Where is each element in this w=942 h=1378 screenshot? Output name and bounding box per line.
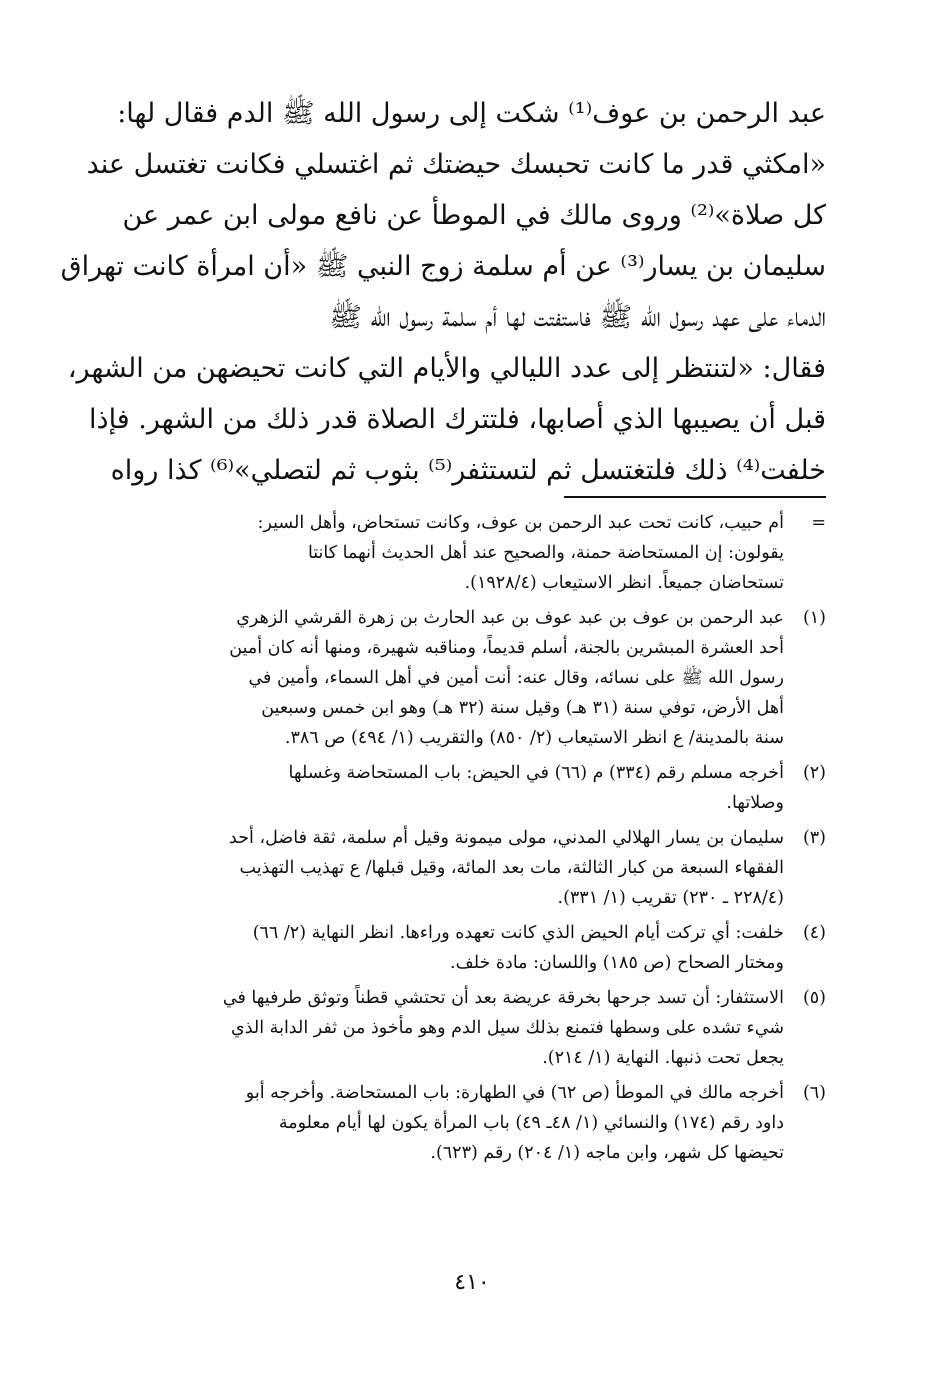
main-text-line: الدماء على عهد رسول الله ﷺ فاستفتت لها أم سلمة رسول الله ﷺ	[329, 302, 826, 333]
footnote-separator	[564, 496, 826, 498]
footnote-line: عبد الرحمن بن عوف بن عبد عوف بن عبد الحارث بن زهرة القرشي الزهري	[236, 608, 784, 628]
footnote-line: تحيضها كل شهر، وابن ماجه (١/ ٢٠٤) رقم (٦٢٣).	[430, 1143, 784, 1163]
footnote-line: وصلاتها.	[726, 793, 784, 813]
footnote-number: (٢)	[802, 763, 826, 783]
footnote-5	[118, 983, 826, 1073]
footnote-number: (٣)	[802, 828, 826, 848]
main-text-line: كل صلاة»⁽²⁾ وروى مالك في الموطأ عن نافع مولى ابن عمر عن	[122, 200, 826, 231]
footnote-line: الفقهاء السبعة من كبار الثالثة، مات بعد المائة، وقيل قبلها/ ع تهذيب التهذيب	[239, 858, 784, 878]
main-text	[60, 88, 826, 496]
main-text-line: سليمان بن يسار⁽³⁾ عن أم سلمة زوج النبي ﷺ «أن امرأة كانت تهراق	[60, 251, 826, 282]
footnotes	[118, 508, 826, 1173]
footnote-line: يقولون: إن المستحاضة حمنة، والصحيح عند أهل الحديث أنهما كانتا	[307, 543, 784, 563]
footnote-number: (٤)	[802, 923, 826, 943]
main-text-line: خلفت⁽⁴⁾ ذلك فلتغتسل ثم لتستثفر⁽⁵⁾ بثوب ثم لتصلي»⁽⁶⁾ كذا رواه	[110, 455, 826, 486]
footnote-number: (٥)	[802, 988, 826, 1008]
footnote-6	[118, 1078, 826, 1168]
footnote-line: خلفت: أي تركت أيام الحيض الذي كانت تعهده وراءها. انظر النهاية (٢/ ٦٦)	[252, 923, 784, 943]
footnote-line: (٢٢٨/٤ ـ ٢٣٠) تقريب (١/ ٣٣١).	[557, 888, 784, 908]
footnote-line: شيء تشده على وسطها فتمنع بذلك سيل الدم وهو مأخوذ من ثفر الدابة الذي	[231, 1018, 784, 1038]
footnote-line: أهل الأرض، توفي سنة (٣١ هـ) وقيل سنة (٣٢ هـ) وهو ابن خمس وسبعين	[261, 698, 784, 718]
footnote-number: (٦)	[802, 1083, 826, 1103]
main-text-line: فقال: «لتنتظر إلى عدد الليالي والأيام التي كانت تحيضهن من الشهر،	[67, 353, 826, 384]
footnote-2	[118, 758, 826, 818]
footnote-4	[118, 918, 826, 978]
footnote-1	[118, 603, 826, 753]
footnote-line: يجعل تحت ذنبها. النهاية (١/ ٢١٤).	[542, 1048, 784, 1068]
main-text-line: «امكثي قدر ما كانت تحبسك حيضتك ثم اغتسلي فكانت تغتسل عند	[86, 149, 826, 180]
footnote-line: الاستثفار: أن تسد جرحها بخرقة عريضة بعد أن تحتشي قطناً وتوثق طرفيها في	[222, 988, 784, 1008]
footnote-line: أخرجه مسلم رقم (٣٣٤) م (٦٦) في الحيض: باب المستحاضة وغسلها	[288, 763, 784, 783]
footnote-line: سنة بالمدينة/ ع انظر الاستيعاب (٢/ ٨٥٠) والتقريب (١/ ٤٩٤) ص ٣٨٦.	[284, 728, 784, 748]
footnote-line: رسول الله ﷺ على نسائه، وقال عنه: أنت أمين في أهل السماء، وأمين في	[248, 668, 784, 688]
footnote-line: أخرجه مالك في الموطأ (ص ٦٢) في الطهارة: باب المستحاضة. وأخرجه أبو	[245, 1083, 784, 1103]
footnote-line: سليمان بن يسار الهلالي المدني، مولى ميمونة وقيل أم سلمة، ثقة فاضل، أحد	[229, 828, 784, 848]
footnote-line: أم حبيب، كانت تحت عبد الرحمن بن عوف، وكانت تستحاض، وأهل السير:	[257, 513, 784, 533]
footnote-line: تستحاضان جميعاً. انظر الاستيعاب (١٩٢٨/٤).	[464, 573, 784, 593]
main-text-line: عبد الرحمن بن عوف⁽¹⁾ شكت إلى رسول الله ﷺ الدم فقال لها:	[117, 98, 826, 129]
footnote-number: =	[811, 513, 826, 533]
footnote-line: أحد العشرة المبشرين بالجنة، أسلم قديماً، ومناقبه شهيرة، ومنها أنه كان أمين	[229, 638, 784, 658]
footnote-continuation	[118, 508, 826, 598]
footnote-3	[118, 823, 826, 913]
footnote-line: داود رقم (١٧٤) والنسائي (١/ ٤٨ـ ٤٩) باب المرأة يكون لها أيام معلومة	[278, 1113, 784, 1133]
page-number: ٤١٠	[454, 1270, 490, 1295]
book-page	[60, 88, 826, 1368]
main-text-line: قبل أن يصيبها الذي أصابها، فلتترك الصلاة قدر ذلك من الشهر. فإذا	[89, 404, 826, 435]
footnote-number: (١)	[802, 608, 826, 628]
footnote-line: ومختار الصحاح (ص ١٨٥) واللسان: مادة خلف.	[450, 953, 784, 973]
